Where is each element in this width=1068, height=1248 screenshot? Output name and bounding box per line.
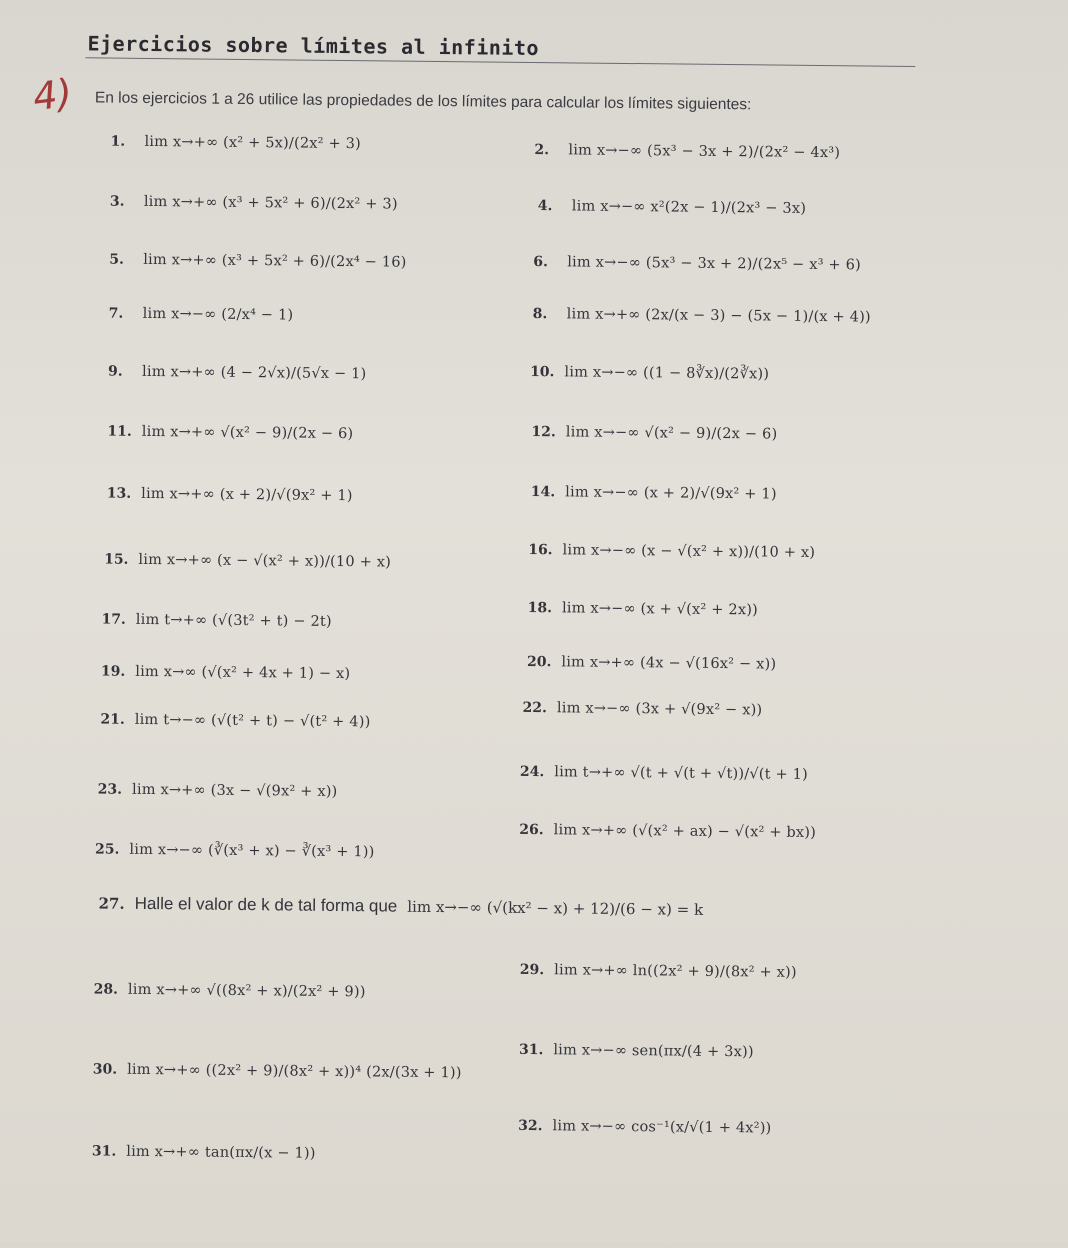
exercise-10 [530, 364, 769, 383]
exercise-27 [98, 893, 703, 919]
exercise-number: 3. [109, 193, 125, 210]
exercise-expression: lim x→+∞ (x + 2)/√(9x² + 1) [141, 485, 353, 505]
exercise-expression: lim x→+∞ (x − √(x² + x))/(10 + x) [138, 551, 392, 571]
exercise-number: 26. [519, 821, 544, 839]
exercise-number: 6. [533, 254, 548, 271]
exercise-31-tan [92, 1143, 316, 1161]
exercise-expression: lim x→−∞ x²(2x − 1)/(2x³ − 3x) [571, 198, 807, 217]
exercise-expression: lim t→+∞ (√(3t² + t) − 2t) [135, 611, 332, 630]
exercise-4 [538, 198, 806, 217]
exercise-number: 16. [528, 541, 553, 559]
exercise-12 [531, 424, 777, 443]
exercise-5 [109, 252, 406, 271]
exercise-22 [523, 700, 763, 719]
exercise-number: 27. [98, 894, 125, 913]
exercise-expression: lim x→−∞ (x − √(x² + x))/(10 + x) [562, 542, 816, 561]
exercise-17 [101, 612, 332, 630]
exercise-29 [520, 962, 797, 981]
exercise-3 [110, 194, 398, 213]
exercise-number: 20. [526, 653, 552, 671]
exercise-32 [518, 1118, 771, 1137]
exercise-15 [104, 552, 391, 571]
exercise-expression: lim x→+∞ (2x/(x − 3) − (5x − 1)/(x + 4)) [566, 306, 871, 326]
exercise-expression: lim x→+∞ (x³ + 5x² + 6)/(2x² + 3) [143, 193, 398, 213]
exercise-21 [100, 711, 370, 730]
exercise-14 [531, 484, 777, 503]
exercise-13 [107, 486, 353, 505]
exercise-expression: lim x→+∞ √(x² − 9)/(2x − 6) [141, 423, 354, 443]
exercise-number: 10. [530, 363, 555, 381]
exercise-number: 7. [108, 305, 124, 322]
exercise-19 [101, 664, 351, 683]
exercise-16 [528, 542, 815, 561]
exercise-number: 13. [106, 485, 132, 502]
exercise-number: 14. [530, 483, 556, 501]
exercise-expression: lim x→+∞ (4x − √(16x² − x)) [561, 654, 777, 673]
exercise-number: 11. [107, 423, 132, 440]
exercise-number: 30. [92, 1061, 118, 1078]
exercise-expression: lim x→+∞ (√(x² + ax) − √(x² + bx)) [553, 822, 817, 841]
exercise-expression: lim x→−∞ (5x³ − 3x + 2)/(2x² − 4x³) [568, 142, 841, 162]
exercise-expression: lim x→+∞ √((8x² + x)/(2x² + 9)) [127, 981, 366, 1001]
exercise-number: 22. [522, 699, 548, 717]
exercise-11 [107, 424, 353, 443]
exercise-number: 31. [518, 1041, 544, 1059]
exercise-number: 24. [519, 763, 545, 781]
exercise-number: 5. [109, 251, 124, 268]
exercise-26 [519, 822, 816, 841]
exercise-number: 29. [519, 961, 545, 979]
exercise-28 [94, 981, 366, 1000]
exercise-number: 25. [94, 841, 120, 858]
exercise-expression: lim t→+∞ √(t + √(t + √t))/√(t + 1) [554, 764, 809, 783]
exercise-expression: lim x→−∞ (5x³ − 3x + 2)/(2x⁵ − x³ + 6) [567, 254, 861, 274]
exercise-expression: lim x→∞ (√(x² + 4x + 1) − x) [135, 663, 351, 683]
exercise-expression: lim x→−∞ (∛(x³ + x) − ∛(x³ + 1)) [129, 841, 375, 861]
exercise-number: 8. [532, 306, 548, 323]
exercise-24 [520, 764, 808, 783]
exercise-25 [95, 841, 375, 860]
exercise-expression: lim x→−∞ ((1 − 8∛x)/(2∛x)) [564, 364, 770, 383]
exercise-23 [98, 781, 338, 800]
exercise-expression: lim x→+∞ (4 − 2√x)/(5√x − 1) [142, 363, 367, 383]
exercise-number: 2. [534, 142, 550, 159]
handwritten-mark: 4) [30, 70, 75, 120]
exercise-30 [93, 1061, 462, 1081]
exercise-expression: lim x→−∞ (2/x⁴ − 1) [142, 305, 294, 324]
exercise-7 [109, 306, 294, 324]
exercise-number: 17. [101, 611, 126, 628]
exercise-expression: lim x→−∞ (x + 2)/√(9x² + 1) [565, 484, 777, 503]
exercise-31-sen [519, 1042, 754, 1060]
exercise-number: 15. [104, 551, 129, 568]
exercise-9 [108, 364, 367, 383]
exercise-text: Halle el valor de k de tal forma que [134, 893, 398, 916]
exercise-expression: lim t→−∞ (√(t² + t) − √(t² + 4)) [134, 711, 371, 731]
exercise-number: 9. [108, 363, 123, 380]
exercise-number: 18. [527, 599, 553, 617]
exercise-expression: lim x→+∞ (x³ + 5x² + 6)/(2x⁴ − 16) [143, 251, 407, 271]
exercise-expression: lim x→+∞ ln((2x² + 9)/(8x² + x)) [554, 962, 797, 981]
exercise-expression: lim x→−∞ √(x² − 9)/(2x − 6) [565, 424, 778, 443]
exercise-expression: lim x→−∞ (3x + √(9x² − x)) [556, 700, 763, 719]
exercise-20 [527, 654, 776, 673]
exercise-6 [533, 254, 861, 273]
exercise-expression: lim x→+∞ ((2x² + 9)/(8x² + x))⁴ (2x/(3x + 1)) [127, 1061, 462, 1082]
exercise-expression: lim x→−∞ cos⁻¹(x/√(1 + 4x²)) [552, 1118, 772, 1137]
exercise-number: 1. [110, 133, 126, 150]
exercise-expression: lim x→+∞ (3x − √(9x² + x)) [131, 781, 338, 800]
exercise-2 [534, 142, 840, 161]
exercise-expression: lim x→+∞ tan(πx/(x − 1)) [126, 1143, 316, 1162]
exercise-18 [528, 600, 758, 618]
exercise-number: 12. [531, 423, 556, 441]
exercise-number: 4. [537, 198, 553, 215]
exercise-number: 28. [93, 981, 119, 998]
instructions: En los ejercicios 1 a 26 utilice las propiedades de los límites para calcular los límites siguientes: [94, 89, 752, 114]
page-title: Ejercicios sobre límites al infinito [87, 31, 540, 61]
exercise-number: 31. [91, 1143, 117, 1160]
exercise-expression: lim x→−∞ (√(kx² − x) + 12)/(6 − x) = k [407, 897, 704, 919]
exercise-expression: lim x→−∞ sen(πx/(4 + 3x)) [553, 1042, 754, 1061]
exercise-expression: lim x→+∞ (x² + 5x)/(2x² + 3) [144, 133, 362, 153]
exercise-number: 19. [100, 663, 126, 680]
exercise-expression: lim x→−∞ (x + √(x² + 2x)) [561, 600, 759, 619]
exercise-1 [110, 134, 361, 153]
exercise-number: 23. [97, 781, 123, 798]
exercise-number: 32. [518, 1117, 543, 1135]
exercise-number: 21. [100, 711, 125, 728]
exercise-8 [533, 306, 871, 326]
